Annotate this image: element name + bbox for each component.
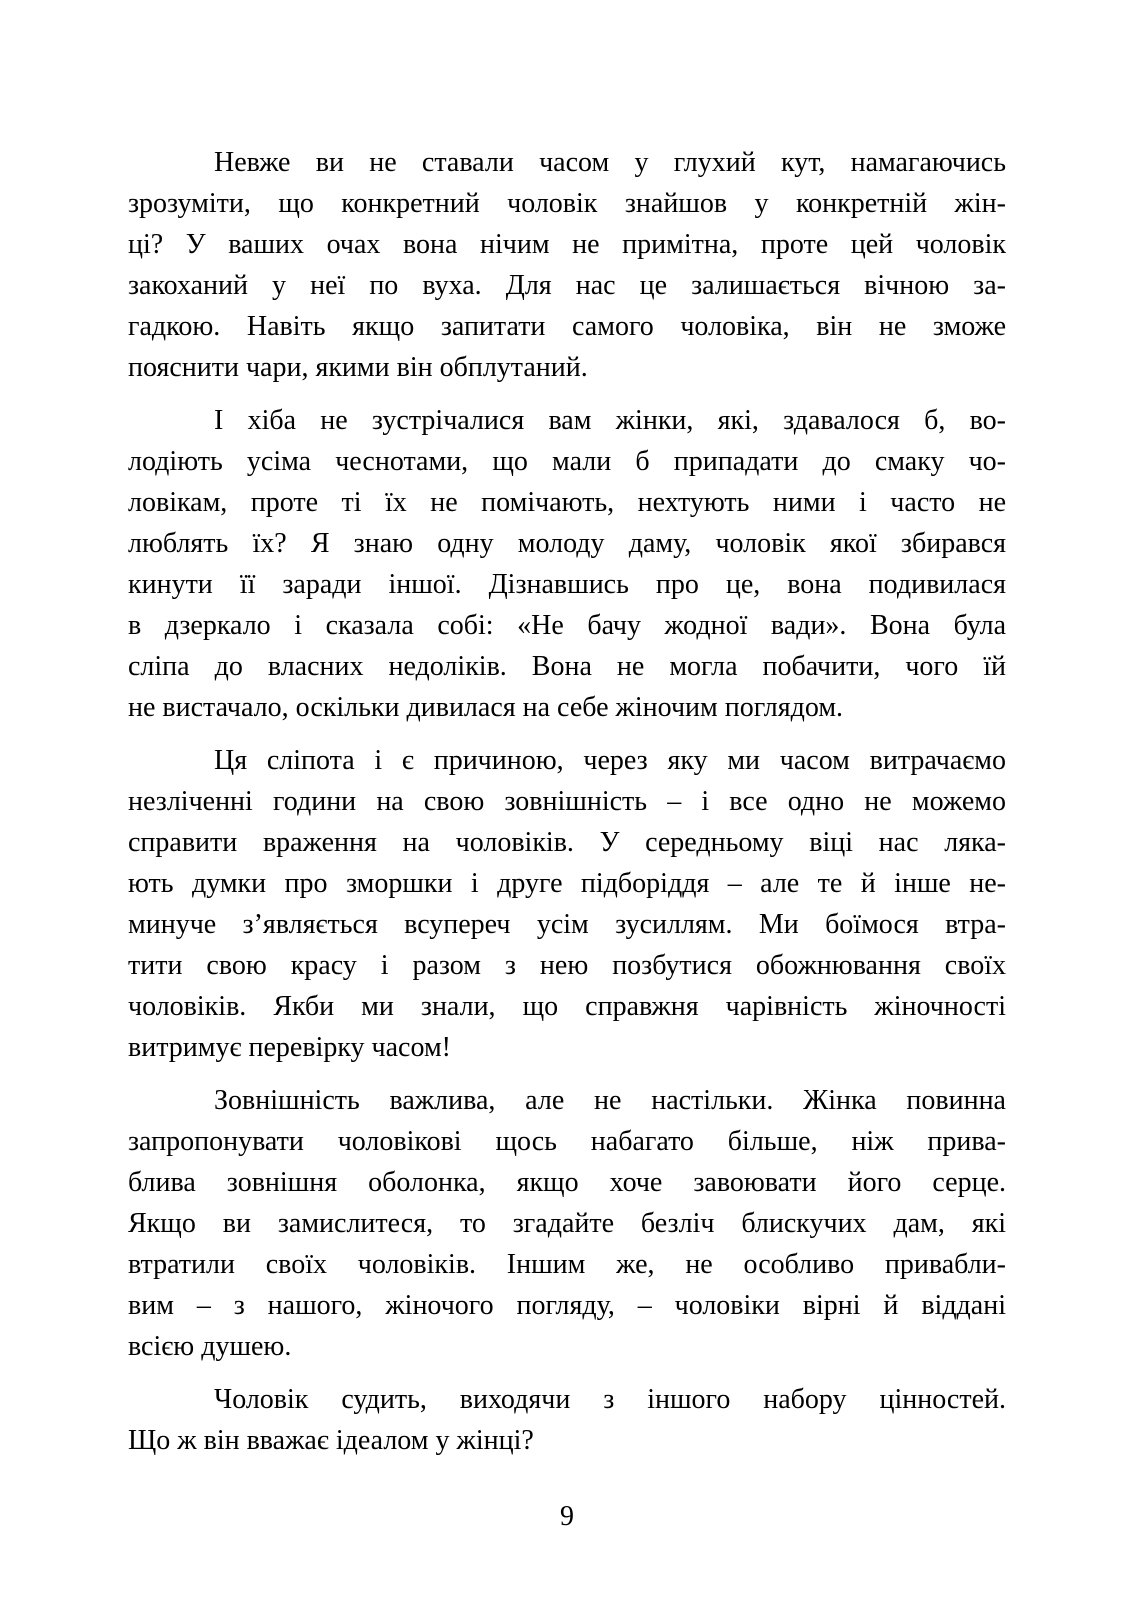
text-line: витримує перевірку часом! xyxy=(128,1032,451,1063)
text-line: втратили своїх чоловіків. Іншим же, не особливо привабли- xyxy=(128,1249,1006,1280)
text-line: Чоловік судить, виходячи з іншого набору цінностей. xyxy=(214,1384,1006,1415)
text-line: минуче з’являється всупереч усім зусиллям. Ми боїмося втра- xyxy=(128,909,1006,940)
paragraph xyxy=(128,142,1006,388)
text-line: зрозуміти, що конкретний чоловік знайшов у конкретній жін- xyxy=(128,188,1006,219)
paragraph xyxy=(128,740,1006,1068)
text-line: вим – з нашого, жіночого погляду, – чоловіки вірні й віддані xyxy=(128,1290,1006,1321)
paragraph xyxy=(128,1080,1006,1367)
text-line: чоловіків. Якби ми знали, що справжня чарівність жіночності xyxy=(128,991,1006,1022)
text-line: сліпа до власних недоліків. Вона не могла побачити, чого їй xyxy=(128,651,1006,682)
text-line: Ця сліпота і є причиною, через яку ми часом витрачаємо xyxy=(214,745,1006,776)
text-line: не вистачало, оскільки дивилася на себе жіночим поглядом. xyxy=(128,692,844,723)
text-line: Що ж він вважає ідеалом у жінці? xyxy=(128,1425,534,1456)
page-number: 9 xyxy=(560,1501,574,1532)
paragraph xyxy=(128,1379,1006,1461)
text-line: пояснити чари, якими він обплутаний. xyxy=(128,352,588,383)
text-line: Зовнішність важлива, але не настільки. Жінка повинна xyxy=(214,1085,1006,1116)
text-line: ці? У ваших очах вона нічим не примітна, проте цей чоловік xyxy=(128,229,1006,260)
text-line: люблять їх? Я знаю одну молоду даму, чоловік якої збирався xyxy=(128,528,1006,559)
text-line: лодіють усіма чеснотами, що мали б припадати до смаку чо- xyxy=(128,446,1006,477)
text-line: тити свою красу і разом з нею позбутися обожнювання своїх xyxy=(128,950,1006,981)
text-line: ють думки про зморшки і друге підборіддя – але те й інше не- xyxy=(128,868,1006,899)
text-block xyxy=(128,142,1006,1461)
text-line: в дзеркало і сказала собі: «Не бачу жодної вади». Вона була xyxy=(128,610,1006,641)
text-line: кинути її заради іншої. Дізнавшись про це, вона подивилася xyxy=(128,569,1006,600)
text-line: І хіба не зустрічалися вам жінки, які, здавалося б, во- xyxy=(214,405,1006,436)
text-line: ловікам, проте ті їх не помічають, нехтують ними і часто не xyxy=(128,487,1006,518)
text-line: Невже ви не ставали часом у глухий кут, намагаючись xyxy=(214,147,1006,178)
text-line: справити враження на чоловіків. У середньому віці нас ляка- xyxy=(128,827,1006,858)
text-line: запропонувати чоловікові щось набагато більше, ніж прива- xyxy=(128,1126,1006,1157)
text-line: всією душею. xyxy=(128,1331,292,1362)
text-line: гадкою. Навіть якщо запитати самого чоловіка, він не зможе xyxy=(128,311,1006,342)
text-line: Якщо ви замислитеся, то згадайте безліч блискучих дам, які xyxy=(128,1208,1006,1239)
paragraph xyxy=(128,400,1006,728)
text-line: закоханий у неї по вуха. Для нас це залишається вічною за- xyxy=(128,270,1006,301)
text-line: незліченні години на свою зовнішність – і все одно не можемо xyxy=(128,786,1006,817)
text-line: блива зовнішня оболонка, якщо хоче завоювати його серце. xyxy=(128,1167,1006,1198)
